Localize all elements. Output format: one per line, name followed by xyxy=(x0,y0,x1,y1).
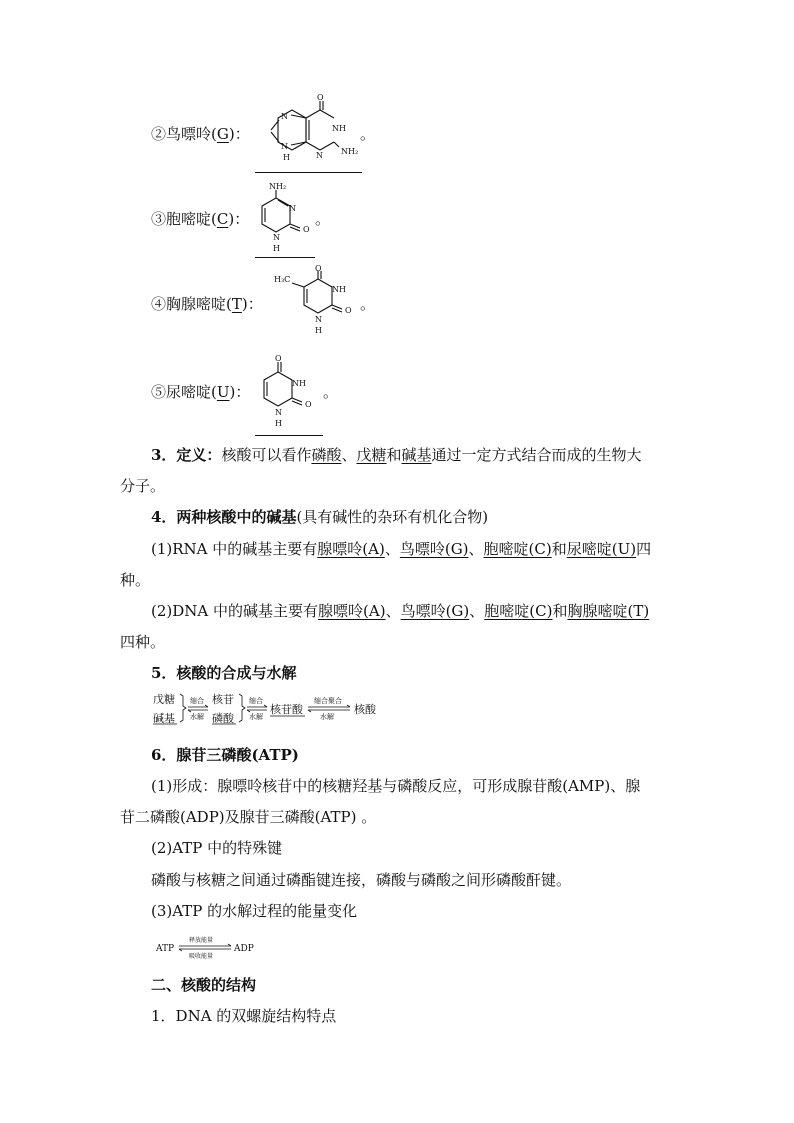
svg-text:N: N xyxy=(281,142,288,151)
svg-text:H: H xyxy=(273,244,280,253)
svg-text:核苷: 核苷 xyxy=(212,693,234,706)
section4-dna: (2)DNA 中的碱基主要有腺嘌呤(A)、鸟嘌呤(G)、胞嘧啶(C)和胸腺嘧啶(T) xyxy=(151,602,650,620)
svg-text:缩合: 缩合 xyxy=(249,697,263,705)
svg-text:O: O xyxy=(345,306,352,315)
section6-title: 6．腺苷三磷酸(ATP) xyxy=(151,746,299,764)
svg-text:H: H xyxy=(315,326,322,335)
svg-text:吸收能量: 吸收能量 xyxy=(189,953,214,960)
section-two-title: 二、核酸的结构 xyxy=(151,976,257,994)
section3-line1: 3．定义：核酸可以看作磷酸、戊糖和碱基通过一定方式结合而成的生物大 xyxy=(151,446,642,464)
svg-text:核酸: 核酸 xyxy=(354,703,376,716)
answer-underline xyxy=(255,172,362,173)
svg-text:O: O xyxy=(315,265,322,273)
guanine-structure xyxy=(255,92,360,167)
svg-text:N: N xyxy=(275,408,282,417)
cytosine-structure xyxy=(250,180,320,258)
section4-rna-end: 种。 xyxy=(120,571,151,589)
svg-text:NH: NH xyxy=(332,124,346,133)
atp-adp-diagram xyxy=(155,932,265,962)
svg-text:O: O xyxy=(303,225,310,234)
svg-text:O: O xyxy=(317,93,324,102)
thymine-structure xyxy=(272,265,362,343)
svg-text:核苷酸: 核苷酸 xyxy=(270,703,303,716)
section4-dna-end: 四种。 xyxy=(120,633,166,651)
answer-underline xyxy=(255,435,323,436)
svg-text:NH: NH xyxy=(292,379,306,388)
svg-text:水解: 水解 xyxy=(249,713,263,721)
svg-text:N: N xyxy=(273,233,280,242)
svg-text:磷酸: 磷酸 xyxy=(212,712,234,725)
answer-underline xyxy=(255,257,315,258)
svg-text:N: N xyxy=(281,112,288,121)
svg-text:水解: 水解 xyxy=(190,713,204,721)
section3-line2: 分子。 xyxy=(120,477,166,495)
svg-text:ATP: ATP xyxy=(156,944,175,954)
svg-text:NH: NH xyxy=(332,285,346,294)
base-thymine-label: ④胸腺嘧啶(T)： xyxy=(151,295,263,313)
svg-text:碱基: 碱基 xyxy=(153,712,175,725)
svg-text:释放能量: 释放能量 xyxy=(189,937,214,944)
section6-p2-body: 磷酸与核糖之间通过磷酯键连接，磷酸与磷酸之间形磷酸酐键。 xyxy=(151,871,572,889)
section6-p1-b: 苷二磷酸(ADP)及腺苷三磷酸(ATP) 。 xyxy=(120,808,377,826)
section6-p3-title: (3)ATP 的水解过程的能量变化 xyxy=(151,902,358,920)
svg-text:H₃C: H₃C xyxy=(274,275,291,284)
svg-text:H: H xyxy=(275,419,282,428)
svg-text:水解: 水解 xyxy=(320,713,334,721)
svg-text:NH₂: NH₂ xyxy=(341,147,359,156)
svg-text:O: O xyxy=(275,354,282,363)
base-guanine-label: ②鸟嘌呤(G)： xyxy=(151,125,250,143)
synthesis-hydrolysis-diagram xyxy=(150,690,390,726)
section6-p1-a: (1)形成：腺嘌呤核苷中的核糖羟基与磷酸反应，可形成腺苷酸(AMP)、腺 xyxy=(151,777,641,795)
section-two-item1: 1．DNA 的双螺旋结构特点 xyxy=(151,1007,337,1025)
base-cytosine-label: ③胞嘧啶(C)： xyxy=(151,210,250,228)
section4-title: 4．两种核酸中的碱基(具有碱性的杂环有机化合物) xyxy=(151,508,489,526)
period: 。 xyxy=(360,125,376,143)
svg-text:NH₂: NH₂ xyxy=(269,182,287,191)
period: 。 xyxy=(323,383,339,401)
svg-text:缩合聚合: 缩合聚合 xyxy=(314,697,342,705)
base-uracil-label: ⑤尿嘧啶(U)： xyxy=(151,383,251,401)
svg-text:戊糖: 戊糖 xyxy=(153,693,175,706)
svg-text:O: O xyxy=(305,400,312,409)
svg-text:ADP: ADP xyxy=(234,944,254,954)
section5-title: 5．核酸的合成与水解 xyxy=(151,664,297,682)
period: 。 xyxy=(360,295,376,313)
svg-text:H: H xyxy=(283,153,290,162)
svg-text:缩合: 缩合 xyxy=(190,697,204,705)
svg-text:N: N xyxy=(289,204,296,213)
svg-text:N: N xyxy=(315,315,322,324)
svg-text:N: N xyxy=(316,151,323,160)
uracil-structure xyxy=(252,350,332,435)
section6-p2-title: (2)ATP 中的特殊键 xyxy=(151,839,283,857)
period: 。 xyxy=(315,210,331,228)
section4-rna: (1)RNA 中的碱基主要有腺嘌呤(A)、鸟嘌呤(G)、胞嘧啶(C)和尿嘧啶(U)四 xyxy=(151,540,652,558)
